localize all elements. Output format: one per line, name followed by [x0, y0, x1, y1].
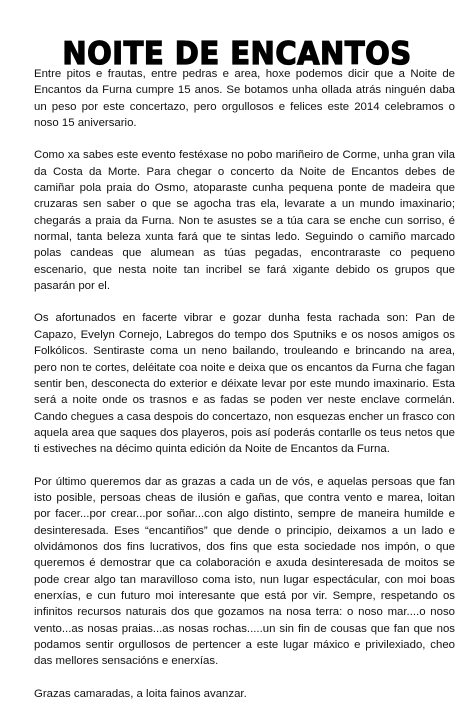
paragraph-thanks: Por último queremos dar as grazas a cada un de vós, e aquelas persoas que fan isto posible, persoas cheas de ilusión e gañas, que contra vento e marea, loitan por facer...por crear...por soñar...con algo distinto, sempre de maneira humilde e desinteresada. Eses “encantiños” que dende o principio, deixamos a un lado e olvidámonos dos fins lucrativos, dos fins que esta sociedade nos impón, o que queremos é demostrar que ca colaboración e axuda desinteresada de moitos se pode crear algo tan maravilloso coma isto, nun lugar espectácular, con moi boas enerxías, e cun futuro moi interesante que está por vir. Sempre, respetando os infinitos recursos naturais dos que gozamos na nosa terra: o noso mar....o noso vento...as nosas praias...as nosas rochas.....un sin fin de cousas que fan que nos podamos sentir orgullosos de pertencer a este lugar máxico e privilexiado, cheo das mellores sensacións e enerxías. — [34, 475, 455, 668]
paragraph-performers: Os afortunados en facerte vibrar e gozar dunha festa rachada son: Pan de Capazo, Evelyn Cornejo, Labregos do tempo dos Sputniks e os nosos amigos os Folkólicos. Sentiraste coma un neno bailando, trouleando e brincando na area, pero non te cortes, deléitate coa noite e deixa que os encantos da Furna che fagan sentir ben, desconecta do exterior e déixate levar por este mundo imaxinario. Esta será a noite onde os trasnos e as fadas se poden ver neste enclave cormelán. Cando chegues a casa despois do concertazo, non esquezas encher un frasco con aquela area que saques dos playeros, pois así poderás contarlle os teus netos que ti estiveches na décimo quinta edición da Noite de Encantos da Furna. — [34, 312, 455, 456]
paragraph-location: Como xa sabes este evento festéxase no pobo mariñeiro de Corme, unha gran vila da Costa da Morte. Para chegar o concerto da Noite de Encantos debes de camiñar pola praia do Osmo, atoparaste cunha pequena ponte de madeira que cruzaras sen saber o que se agocha tras ela, levarate a un mundo imaxinario; chegarás a praia da Furna. Non te asustes se a túa cara se enche cun sorriso, é normal, tanta beleza xunta fará que te sintas ledo. Seguindo o camiño marcado polas candeas que alumean as túas pegadas, encontraraste co pequeno escenario, que nesta noite tan incribel se fará xigante debido os grupos que pasarán por el. — [34, 149, 455, 293]
paragraph-intro: Entre pitos e frautas, entre pedras e area, hoxe podemos dicir que a Noite de Encantos da Furna cumpre 15 anos. Se botamos unha ollada atrás ninguén daba un peso por este concertazo, pero orgullosos e felices este 2014 celebramos o noso 15 aniversario. — [34, 68, 455, 130]
document-title: NOITE DE ENCANTOS — [62, 35, 412, 73]
document-body — [34, 66, 455, 718]
paragraph-closing: Grazas camaradas, a loita fainos avanzar. — [34, 687, 247, 700]
